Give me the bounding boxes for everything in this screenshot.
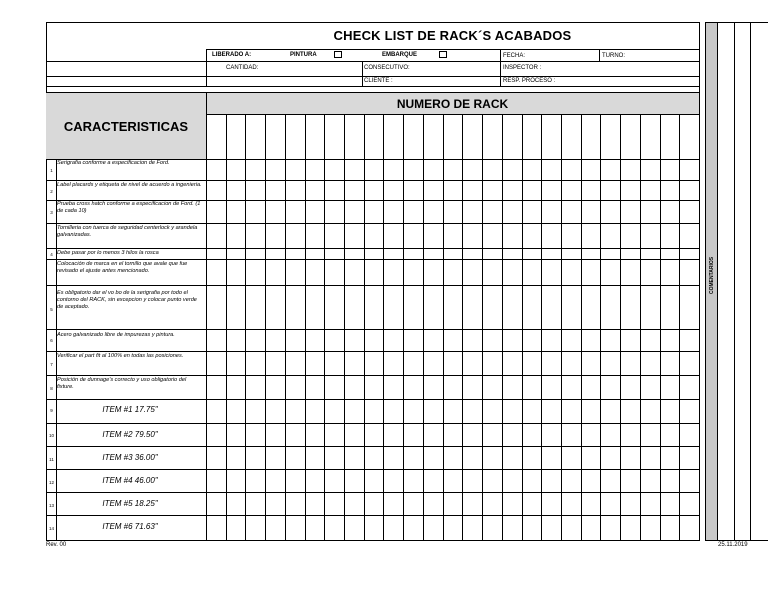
characteristic-text: Tornilleria con tuerca de seguridad centerlock y arandela galvanizadas. <box>57 225 198 238</box>
sidebar-column <box>750 22 751 541</box>
row-line <box>46 259 700 260</box>
rack-column-line <box>423 114 424 540</box>
rack-column-line <box>462 114 463 540</box>
row-line <box>46 180 700 181</box>
row-number: 4 <box>50 252 53 257</box>
characteristic-text: Acero galvanizado libre de impurezas y pintura. <box>57 332 175 338</box>
embarque-checkbox[interactable] <box>439 51 447 58</box>
rack-column-line <box>265 114 266 540</box>
row-line <box>46 446 700 447</box>
item-text: ITEM #6 71.63" <box>102 522 158 531</box>
rack-column-line <box>482 114 483 540</box>
row-number: 14 <box>48 526 54 531</box>
characteristic-text: Serigrafia conforme a especificacion de Ford. <box>57 160 170 166</box>
header-line <box>46 76 700 77</box>
header-line <box>46 61 700 62</box>
pintura-checkbox[interactable] <box>334 51 342 58</box>
characteristic-text: Es obligatorio dar el vo bo de la serigrafia por todo el contorno del RACK, sin excepcion y colocar punto verde de aceptado. <box>57 290 197 310</box>
row-line <box>46 285 700 286</box>
cantidad-label: CANTIDAD: <box>226 65 259 71</box>
row-line <box>46 423 700 424</box>
characteristic-text: Colocación de marca en el tornillo que avale que fue revisado el ajuste antes mencionado. <box>57 261 188 274</box>
rack-column-line <box>226 114 227 540</box>
rack-column-line <box>364 114 365 540</box>
pintura-label: PINTURA <box>290 52 317 58</box>
rack-column-line <box>403 114 404 540</box>
header-line <box>206 49 700 50</box>
characteristic-text: Posición de dunnage's correcto y uso obligatorio del fixture. <box>57 377 187 390</box>
header-divider <box>500 49 501 86</box>
header-line <box>46 86 700 87</box>
rack-column-line <box>660 114 661 540</box>
row-line <box>46 375 700 376</box>
rack-column-line <box>581 114 582 540</box>
numero-rack-header: NUMERO DE RACK <box>206 93 699 114</box>
liberado-label: LIBERADO A: <box>212 52 252 58</box>
item-text: ITEM #3 36.00" <box>102 453 158 462</box>
row-number: 6 <box>50 338 53 343</box>
row-line <box>46 223 700 224</box>
cliente-label: CLIENTE : <box>364 78 393 84</box>
rack-column-line <box>305 114 306 540</box>
sidebar-column <box>734 22 735 541</box>
row-line <box>46 248 700 249</box>
table-line <box>206 92 207 541</box>
rack-column-line <box>344 114 345 540</box>
rack-column-line <box>561 114 562 540</box>
header-divider <box>362 61 363 86</box>
header-divider <box>206 49 207 86</box>
fecha-label: FECHA: <box>503 53 526 59</box>
comentarios-label: COMENTARIOS <box>709 256 715 294</box>
consecutivo-label: CONSECUTIVO: <box>364 65 410 71</box>
caracteristicas-header: CARACTERISTICAS <box>46 93 206 159</box>
row-number: 12 <box>48 480 54 485</box>
item-text: ITEM #5 18.25" <box>102 499 158 508</box>
row-number: 2 <box>50 189 53 194</box>
row-line <box>46 399 700 400</box>
row-line <box>46 515 700 516</box>
rack-column-line <box>541 114 542 540</box>
rack-column-line <box>443 114 444 540</box>
form-title: CHECK LIST DE RACK´S ACABADOS <box>333 28 572 43</box>
sidebar-line <box>718 22 768 23</box>
rack-column-line <box>522 114 523 540</box>
header-divider <box>599 49 600 61</box>
row-line <box>46 469 700 470</box>
rack-column-line <box>245 114 246 540</box>
embarque-label: EMBARQUE <box>382 52 418 58</box>
characteristic-text: Label placards y etiqueta de nivel de acuerdo a ingenieria. <box>57 182 202 188</box>
turno-label: TURNO: <box>602 53 625 59</box>
rack-column-line <box>324 114 325 540</box>
item-text: ITEM #4 46.00" <box>102 476 158 485</box>
characteristic-text: Debe pasar por lo menos 3 hilos la rosca <box>57 250 159 256</box>
item-text: ITEM #2 79.50" <box>102 430 158 439</box>
row-number: 13 <box>48 503 54 508</box>
table-line <box>206 114 700 115</box>
characteristic-text: Prueba cross hatch conforme a especificacion de Ford. (1 de cada 10) <box>57 201 201 214</box>
row-number: 5 <box>50 307 53 312</box>
item-text: ITEM #1 17.75" <box>102 405 158 414</box>
revision-label: Rev. 00 <box>46 542 67 548</box>
rack-column-line <box>679 114 680 540</box>
row-line <box>46 492 700 493</box>
inspector-label: INSPECTOR : <box>503 65 542 71</box>
rack-column-line <box>640 114 641 540</box>
rack-column-line <box>383 114 384 540</box>
rack-column-line <box>620 114 621 540</box>
row-number: 9 <box>50 408 53 413</box>
row-line <box>46 329 700 330</box>
row-number: 11 <box>49 457 54 462</box>
resp-proceso-label: RESP. PROCESO : <box>503 78 556 84</box>
sidebar-line <box>718 540 768 541</box>
rack-column-line <box>502 114 503 540</box>
characteristic-text: Verificar el part fit al 100% en todas las posiciones. <box>57 353 184 359</box>
row-number: 3 <box>50 210 53 215</box>
row-number: 7 <box>50 362 53 367</box>
row-number: 1 <box>50 168 53 173</box>
row-number: 8 <box>50 386 53 391</box>
footer-date: 25.11.2019 <box>718 542 748 548</box>
rack-column-line <box>600 114 601 540</box>
row-line <box>46 351 700 352</box>
row-number: 10 <box>48 433 54 438</box>
rack-column-line <box>285 114 286 540</box>
